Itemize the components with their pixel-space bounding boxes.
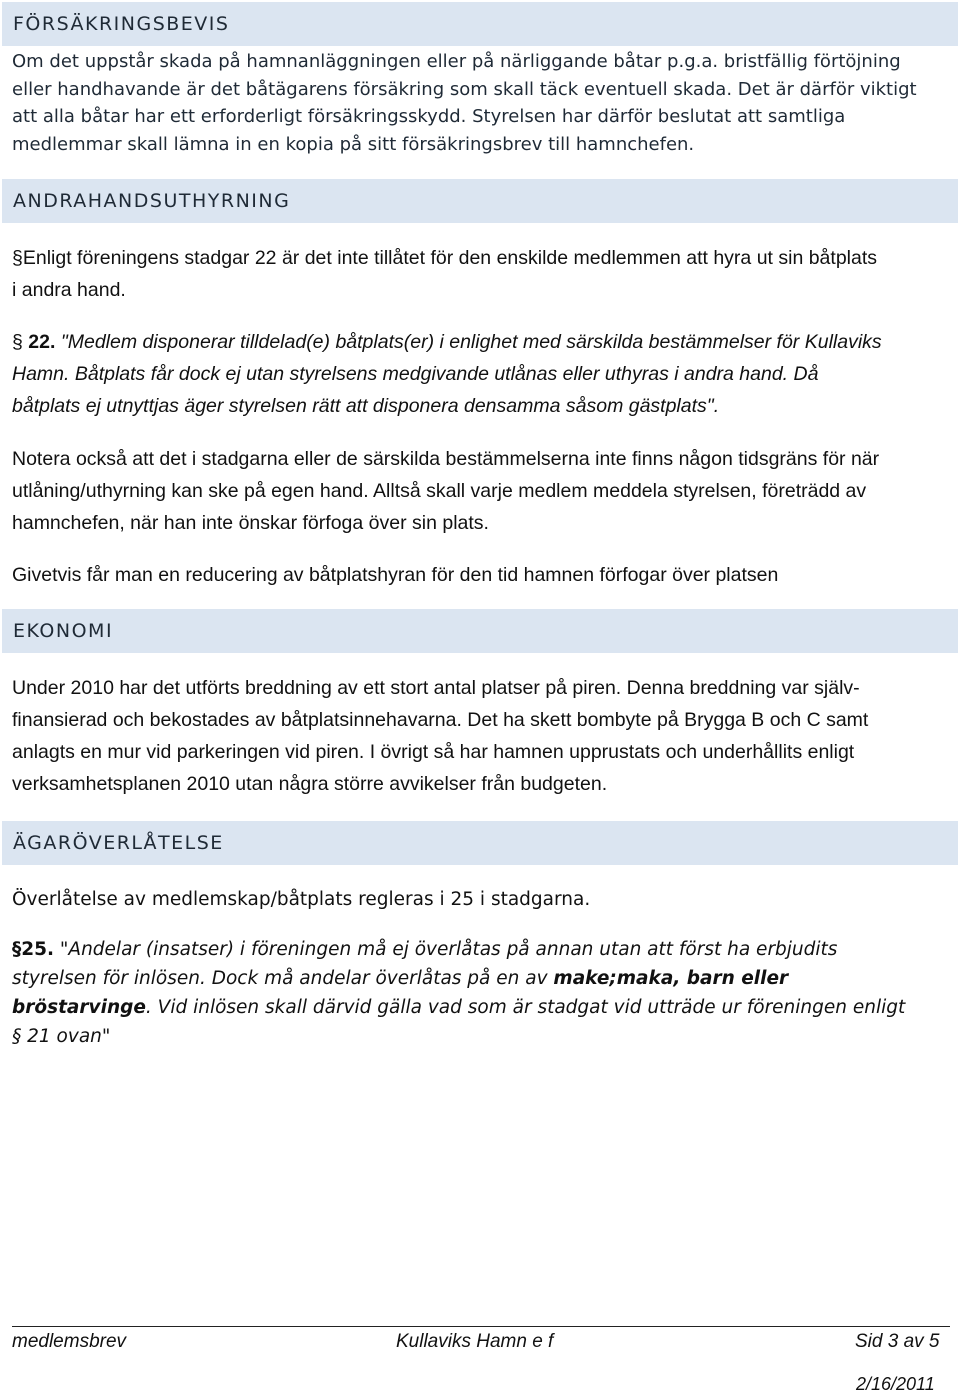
text-line: att alla båtar har ett erforderligt försäkringsskydd. Styrelsen har därför beslutat att samtliga <box>12 106 846 127</box>
section-heading-agaroverlatelse <box>2 821 958 865</box>
andrahand-quote <box>12 326 952 422</box>
text-line <box>12 935 952 964</box>
ekonomi-paragraph <box>12 672 952 800</box>
text-line: båtplats ej utnyttjas äger styrelsen rätt att disponera densamma såsom gästplats". <box>12 395 720 417</box>
heading-text: FÖRSÄKRINGSBEVIS <box>13 13 230 35</box>
heading-text: EKONOMI <box>13 620 114 642</box>
text-line: Under 2010 har det utförts breddning av ett stort antal platser på piren. Denna breddning var själv- <box>12 677 860 699</box>
forsakring-paragraph <box>12 48 952 158</box>
text-line: Om det uppstår skada på hamnanläggningen eller på närliggande båtar p.g.a. bristfällig förtöjning <box>12 51 901 72</box>
footer-left: medlemsbrev <box>12 1331 127 1352</box>
andrahand-givetvis <box>12 559 952 591</box>
text-line <box>12 964 952 993</box>
text-segment: 21 ovan" <box>21 1026 111 1047</box>
text-line <box>12 326 952 358</box>
text-line <box>12 993 952 1022</box>
text-line: finansierad och bekostades av båtplatsinnehavarna. Det ha skett bombyte på Brygga B och C samt <box>12 709 869 731</box>
paragraph-number: 25. <box>21 939 55 960</box>
section-heading-ekonomi <box>2 609 958 653</box>
text-line <box>12 1022 952 1051</box>
section-sign-icon: § <box>12 247 23 269</box>
text-line: anlagts en mur vid parkeringen vid piren. I övrigt så har hamnen upprustats och underhållits enligt <box>12 741 855 763</box>
footer-center: Kullaviks Hamn e f <box>396 1331 554 1352</box>
footer-date: 2/16/2011 <box>856 1374 935 1394</box>
text-line: medlemmar skall lämna in en kopia på sitt försäkringsbrev till hamnchefen. <box>12 133 695 155</box>
text-line <box>12 242 952 274</box>
agaroverlatelse-intro <box>12 885 952 914</box>
andrahand-notera <box>12 443 952 539</box>
text-line: hamnchefen, när han inte önskar förfoga över sin plats. <box>12 512 489 534</box>
text-line: i andra hand. <box>12 279 126 301</box>
footer-divider <box>12 1326 950 1327</box>
section-sign-icon: § <box>12 331 23 353</box>
text-segment: "Andelar (insatser) i föreningen må ej överlåtas på annan utan att först ha erbjudits <box>54 939 838 960</box>
text-segment: "Medlem disponerar tilldelad(e) båtplats(er) i enlighet med särskilda bestämmelser för Kullaviks <box>60 331 882 353</box>
text-segment: . Vid inlösen skall därvid gälla vad som är stadgat vid utträde ur föreningen enligt <box>145 997 906 1018</box>
andrahand-intro <box>12 242 952 306</box>
text-line: verksamhetsplanen 2010 utan några större avvikelser från budgeten. <box>12 773 608 795</box>
heading-text: ÄGARÖVERLÅTELSE <box>13 832 224 854</box>
agaroverlatelse-quote <box>12 935 952 1051</box>
text-line: Hamn. Båtplats får dock ej utan styrelsens medgivande utlånas eller uthyras i andra hand. Då <box>12 363 819 385</box>
text-line: Notera också att det i stadgarna eller de särskilda bestämmelserna inte finns någon tidsgräns för när <box>12 448 880 470</box>
text-segment: Enligt föreningens stadgar 22 är det inte tillåtet för den enskilde medlemmen att hyra ut sin båtplats <box>22 247 878 269</box>
text-segment-bold: make;maka, barn eller <box>553 968 789 989</box>
footer-page-number: Sid 3 av 5 <box>855 1331 940 1352</box>
section-sign-icon: § <box>12 939 22 960</box>
section-heading-forsakringsbevis <box>2 2 958 46</box>
paragraph-number: 22. <box>28 331 56 353</box>
text-line: Överlåtelse av medlemskap/båtplats regleras i 25 i stadgarna. <box>12 889 591 910</box>
section-heading-andrahandsuthyrning <box>2 179 958 223</box>
heading-text: ANDRAHANDSUTHYRNING <box>13 190 291 212</box>
section-sign-icon: § <box>12 1026 22 1047</box>
text-segment-bold: bröstarvinge <box>12 997 146 1018</box>
text-line: Givetvis får man en reducering av båtplatshyran för den tid hamnen förfogar över platsen <box>12 564 779 586</box>
text-line: eller handhavande är det båtägarens försäkring som skall täck eventuell skada. Det är därför viktigt <box>12 78 917 100</box>
text-line: utlåning/uthyrning kan ske på egen hand. Alltså skall varje medlem meddela styrelsen, företrädd av <box>12 480 867 502</box>
text-segment: styrelsen för inlösen. Dock må andelar överlåtas på en av <box>12 968 554 989</box>
